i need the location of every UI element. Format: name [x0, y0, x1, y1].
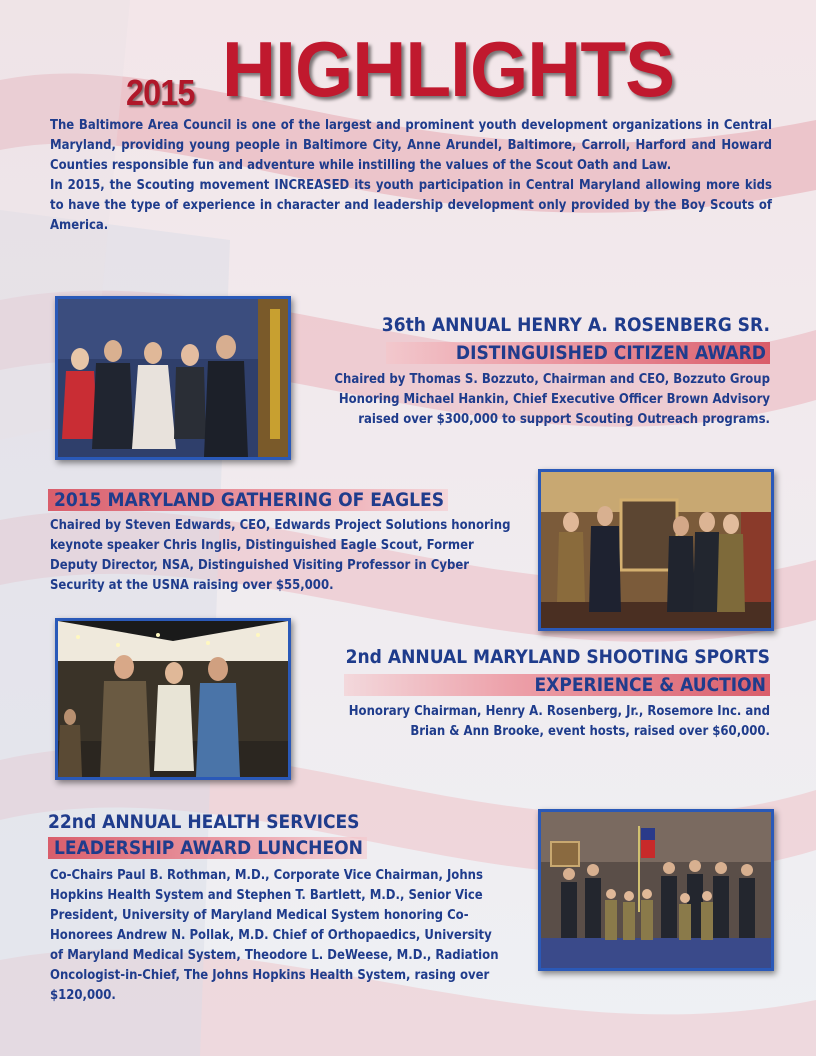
- title-main: HIGHLIGHTS: [222, 25, 675, 113]
- section-rosenberg-body: [290, 370, 770, 430]
- intro-paragraph-1: The Baltimore Area Council is one of the largest and prominent youth development organizations in Central Maryland, providing young people in Baltimore City, Anne Arundel, Baltimore, Carroll, Harford and Howard Counties responsible fun and adventure while instilling the values of the Scout Oath and Law.: [50, 118, 772, 173]
- body-line: Honoring Michael Hankin, Chief Executive Officer Brown Advisory: [338, 392, 770, 407]
- body-line: Hopkins Health System and Stephen T. Bartlett, M.D., Senior Vice: [50, 888, 483, 903]
- body-line: of Maryland Medical System, Theodore L. DeWeese, M.D., Radiation: [50, 948, 499, 963]
- rosenberg-heading-line2: DISTINGUISHED CITIZEN AWARD: [386, 342, 770, 364]
- health-heading-line1: 22nd ANNUAL HEALTH SERVICES: [48, 811, 360, 833]
- photo-rosenberg-award: [55, 296, 291, 460]
- body-line: Honorees Andrew N. Pollak, M.D. Chief of Orthopaedics, University: [50, 928, 492, 943]
- body-line: keynote speaker Chris Inglis, Distinguished Eagle Scout, Former: [50, 538, 474, 553]
- body-line: $120,000.: [50, 988, 116, 1003]
- section-eagles-body: [50, 516, 530, 596]
- photo-health-services: [538, 809, 774, 971]
- page-title: [120, 25, 700, 115]
- shooting-heading-line1: 2nd ANNUAL MARYLAND SHOOTING SPORTS: [345, 646, 770, 668]
- body-line: President, University of Maryland Medical System honoring Co-: [50, 908, 469, 923]
- photo-gathering-of-eagles: [538, 469, 774, 631]
- section-rosenberg-heading: [300, 313, 770, 365]
- body-line: raised over $300,000 to support Scouting Outreach programs.: [358, 412, 770, 427]
- eagles-heading-line1: 2015 MARYLAND GATHERING OF EAGLES: [48, 489, 448, 511]
- section-shooting-heading: [300, 645, 770, 697]
- body-line: Chaired by Thomas S. Bozzuto, Chairman and CEO, Bozzuto Group: [334, 372, 770, 387]
- intro-text: [50, 116, 772, 236]
- section-health-body: [50, 866, 530, 1006]
- shooting-heading-line2: EXPERIENCE & AUCTION: [344, 674, 770, 696]
- section-health-heading: [48, 810, 367, 860]
- body-line: Chaired by Steven Edwards, CEO, Edwards Project Solutions honoring: [50, 518, 511, 533]
- health-heading-line2: LEADERSHIP AWARD LUNCHEON: [48, 837, 367, 859]
- intro-paragraph-2: In 2015, the Scouting movement INCREASED its youth participation in Central Maryland allowing more kids to have the type of experience in character and leadership development only provided by the Boy Scouts of America.: [50, 178, 772, 233]
- body-line: Brian & Ann Brooke, event hosts, raised over $60,000.: [410, 724, 770, 739]
- section-shooting-body: [290, 702, 770, 742]
- body-line: Security at the USNA raising over $55,000.: [50, 578, 334, 593]
- title-year: 2015: [126, 72, 195, 113]
- body-line: Oncologist-in-Chief, The Johns Hopkins Health System, rasing over: [50, 968, 490, 983]
- body-line: Deputy Director, NSA, Distinguished Visiting Professor in Cyber: [50, 558, 470, 573]
- photo-shooting-sports: [55, 618, 291, 780]
- rosenberg-heading-line1: 36th ANNUAL HENRY A. ROSENBERG SR.: [381, 314, 770, 336]
- section-eagles-heading: [48, 488, 448, 512]
- body-line: Co-Chairs Paul B. Rothman, M.D., Corporate Vice Chairman, Johns: [50, 868, 483, 883]
- body-line: Honorary Chairman, Henry A. Rosenberg, Jr., Rosemore Inc. and: [348, 704, 770, 719]
